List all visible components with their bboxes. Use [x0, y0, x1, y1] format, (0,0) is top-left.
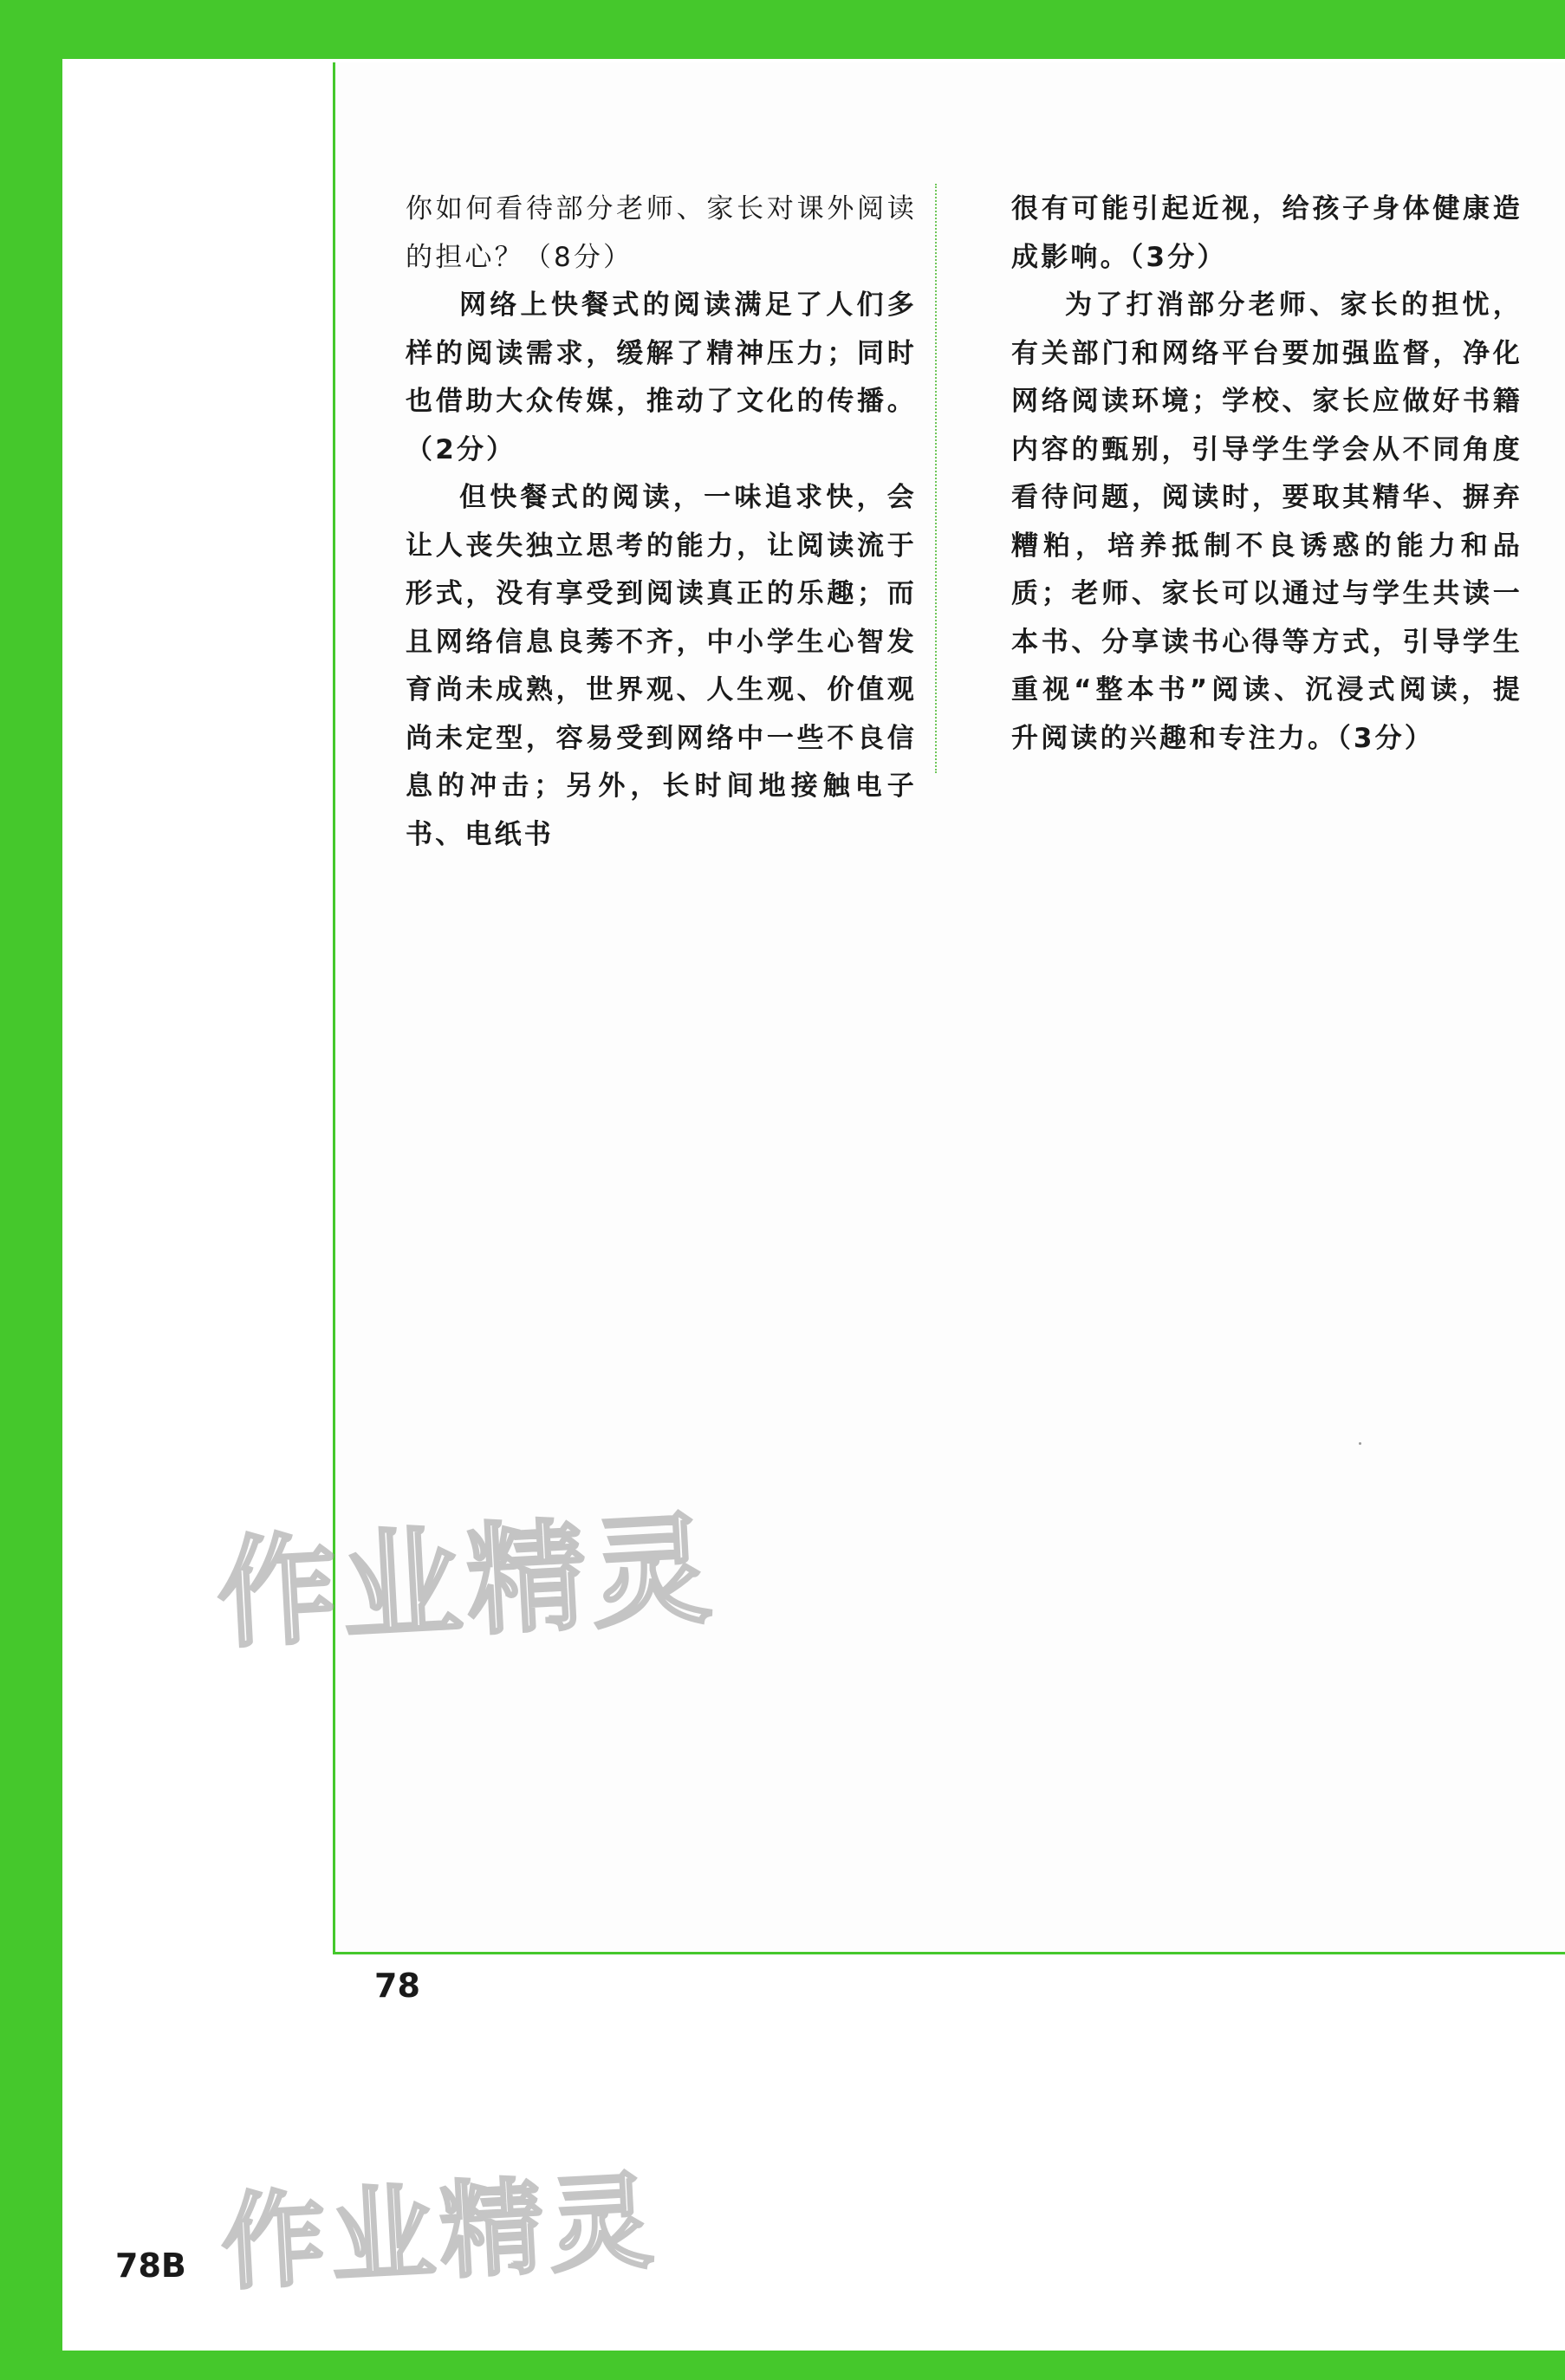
sheet-number: 78B — [115, 2247, 186, 2285]
answer-paragraph-1: 网络上快餐式的阅读满足了人们多样的阅读需求，缓解了精神压力；同时也借助大众传媒，推动了文化的传播。（2分） — [406, 289, 917, 465]
answer-paragraph-2-continued: 很有可能引起近视，给孩子身体健康造成影响。（3分） — [1011, 193, 1523, 273]
inner-page — [333, 62, 1565, 1954]
scan-speck — [1359, 1442, 1361, 1445]
right-column — [1011, 185, 1523, 763]
left-column — [406, 185, 917, 859]
question-text: 你如何看待部分老师、家长对课外阅读的担心？（8分） — [406, 193, 917, 273]
watermark-text: 作业精灵 — [213, 1499, 720, 1665]
page-number: 78 — [374, 1967, 420, 2005]
column-divider — [935, 184, 937, 773]
answer-paragraph-3: 为了打消部分老师、家长的担忧，有关部门和网络平台要加强监督，净化网络阅读环境；学校、家长应做好书籍内容的甄别，引导学生学会从不同角度看待问题，阅读时，要取其精华、摒弃糟粕，培养抵制不良诱惑的能力和品质；老师、家长可以通过与学生共读一本书、分享读书心得等方式，引导学生重视“整本书”阅读、沉浸式阅读，提升阅读的兴趣和专注力。（3分） — [1011, 289, 1523, 754]
watermark-text-lower: 作业精灵 — [218, 2161, 661, 2305]
answer-paragraph-2: 但快餐式的阅读，一味追求快，会让人丧失独立思考的能力，让阅读流于形式，没有享受到阅读真正的乐趣；而且网络信息良莠不齐，中小学生心智发育尚未成熟，世界观、人生观、价值观尚未定型，容易受到网络中一些不良信息的冲击；另外，长时间地接触电子书、电纸书 — [406, 482, 917, 850]
